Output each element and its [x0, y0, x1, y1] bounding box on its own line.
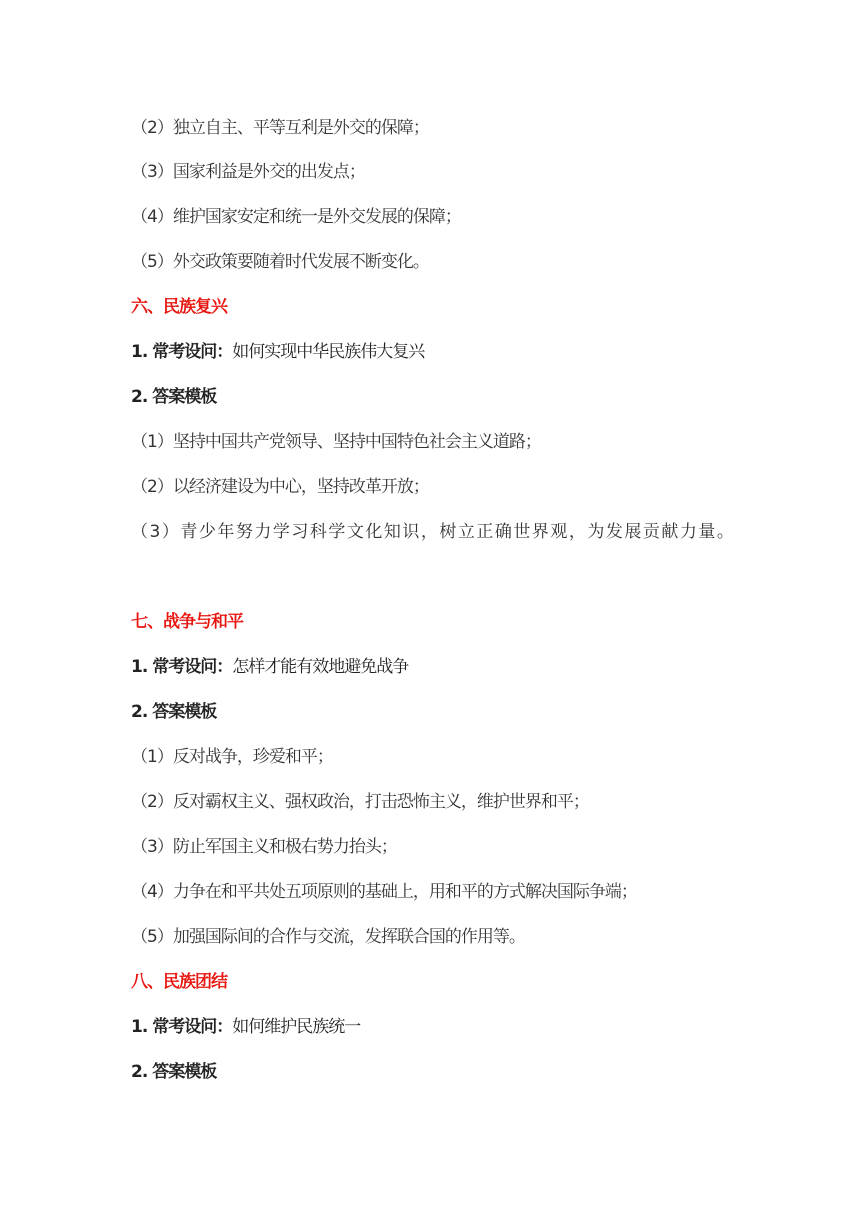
section8-question-label: 1. 常考设问： — [131, 1017, 233, 1037]
section6-answer-label: 2. 答案模板 — [131, 387, 217, 407]
section7-item-5: （5）加强国际间的合作与交流，发挥联合国的作用等。 — [131, 927, 525, 947]
diplomacy-item-3: （3）国家利益是外交的出发点； — [131, 162, 365, 182]
section6-question-text: 如何实现中华民族伟大复兴 — [232, 342, 425, 362]
section-title-ethnic-unity: 八、民族团结 — [131, 972, 227, 992]
section8-question — [131, 1015, 741, 1039]
section7-item-3: （3）防止军国主义和极右势力抬头； — [131, 837, 397, 857]
section-title-national-rejuvenation: 六、民族复兴 — [131, 297, 227, 317]
section7-item-1: （1）反对战争，珍爱和平； — [131, 747, 333, 767]
section7-answer-label: 2. 答案模板 — [131, 702, 217, 722]
section7-question — [131, 655, 741, 679]
diplomacy-item-2: （2）独立自主、平等互利是外交的保障； — [131, 118, 429, 138]
section7-item-4: （4）力争在和平共处五项原则的基础上，用和平的方式解决国际争端； — [131, 882, 637, 902]
section6-item-2: （2）以经济建设为中心，坚持改革开放； — [131, 477, 429, 497]
section7-question-label: 1. 常考设问： — [131, 657, 233, 677]
diplomacy-item-5: （5）外交政策要随着时代发展不断变化。 — [131, 252, 429, 272]
section6-question — [131, 340, 741, 364]
section7-item-2: （2）反对霸权主义、强权政治，打击恐怖主义，维护世界和平； — [131, 792, 589, 812]
section8-question-text: 如何维护民族统一 — [232, 1017, 361, 1037]
section8-answer-label: 2. 答案模板 — [131, 1062, 217, 1082]
section7-question-text: 怎样才能有效地避免战争 — [232, 657, 409, 677]
section-title-war-and-peace: 七、战争与和平 — [131, 612, 243, 632]
section6-question-label: 1. 常考设问： — [131, 342, 233, 362]
diplomacy-item-4: （4）维护国家安定和统一是外交发展的保障； — [131, 207, 461, 227]
section6-item-1: （1）坚持中国共产党领导、坚持中国特色社会主义道路； — [131, 432, 541, 452]
section6-item-3: （3）青少年努力学习科学文化知识，树立正确世界观，为发展贡献力量。 — [131, 522, 736, 542]
